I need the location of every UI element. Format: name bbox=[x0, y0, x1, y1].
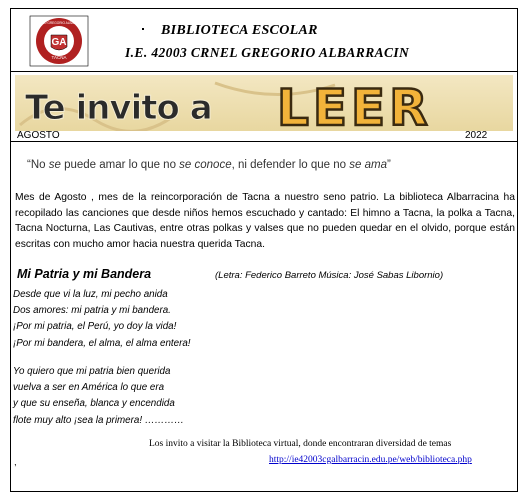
banner-text-leer: LEER bbox=[277, 79, 432, 131]
library-link[interactable]: http://ie42003cgalbarracin.edu.pe/web/biblioteca.php bbox=[269, 455, 472, 465]
logo-ring-text: COLEGIO GREGORIO ALBARRACIN bbox=[31, 21, 87, 25]
poem-line: Dos amores: mi patria y mi bandera. bbox=[13, 305, 171, 317]
school-crest-icon bbox=[29, 15, 89, 67]
poem-line: ¡Por mi bandera, el alma, el alma entera! bbox=[13, 337, 191, 349]
read-banner bbox=[15, 75, 513, 131]
header-subtitle: I.E. 42003 CRNEL GREGORIO ALBARRACIN bbox=[125, 45, 410, 60]
poem-line: Yo quiero que mi patria bien querida bbox=[13, 366, 171, 377]
month-label: AGOSTO bbox=[17, 130, 60, 141]
poem-title: Mi Patria y mi Bandera bbox=[17, 267, 152, 281]
poem-line: Desde que vi la luz, mi pecho anida bbox=[13, 289, 168, 300]
logo-city: TACNA bbox=[51, 55, 67, 60]
footer-invite: Los invito a visitar la Biblioteca virtual, donde encontraran diversidad de temas bbox=[149, 439, 452, 449]
year-label: 2022 bbox=[465, 130, 488, 141]
poem-credits: (Letra: Federico Barreto Música: José Sabas Libornio) bbox=[215, 270, 444, 281]
header-dot bbox=[142, 28, 144, 30]
banner-text-invite: Te invito a bbox=[25, 88, 212, 128]
logo-initials: GA bbox=[51, 37, 67, 48]
poem-stanza-2 bbox=[13, 364, 184, 429]
poem-line: ¡Por mi patria, el Perú, yo doy la vida! bbox=[13, 321, 177, 333]
header bbox=[11, 9, 517, 72]
quote: “No se puede amar lo que no se conoce, ni defender lo que no se ama” bbox=[27, 159, 391, 171]
document-page bbox=[10, 8, 518, 492]
divider bbox=[11, 141, 517, 142]
poem-line: y que su enseña, blanca y encendida bbox=[13, 398, 175, 410]
header-title: BIBLIOTECA ESCOLAR bbox=[161, 23, 318, 38]
intro-paragraph: Mes de Agosto , mes de la reincorporación de Tacna a nuestro seno patrio. La biblioteca Albarracina ha recopilado las canciones que desde niños hemos escuchado y cantado: El himno a Tacna, la polka a Tacna, Tacna Nocturna, Las Cautivas, entre otras polkas y valses que no pueden quedar en el olvido, porque están escritas con mucho amor hacia nuestra querida Tacna. bbox=[15, 192, 515, 250]
poem-line: vuelva a ser en América lo que era bbox=[13, 382, 165, 394]
poem-stanza-1 bbox=[13, 287, 191, 352]
poem-line: flote muy alto ¡sea la primera! ………… bbox=[13, 414, 184, 426]
footer-comma: , bbox=[14, 457, 17, 468]
